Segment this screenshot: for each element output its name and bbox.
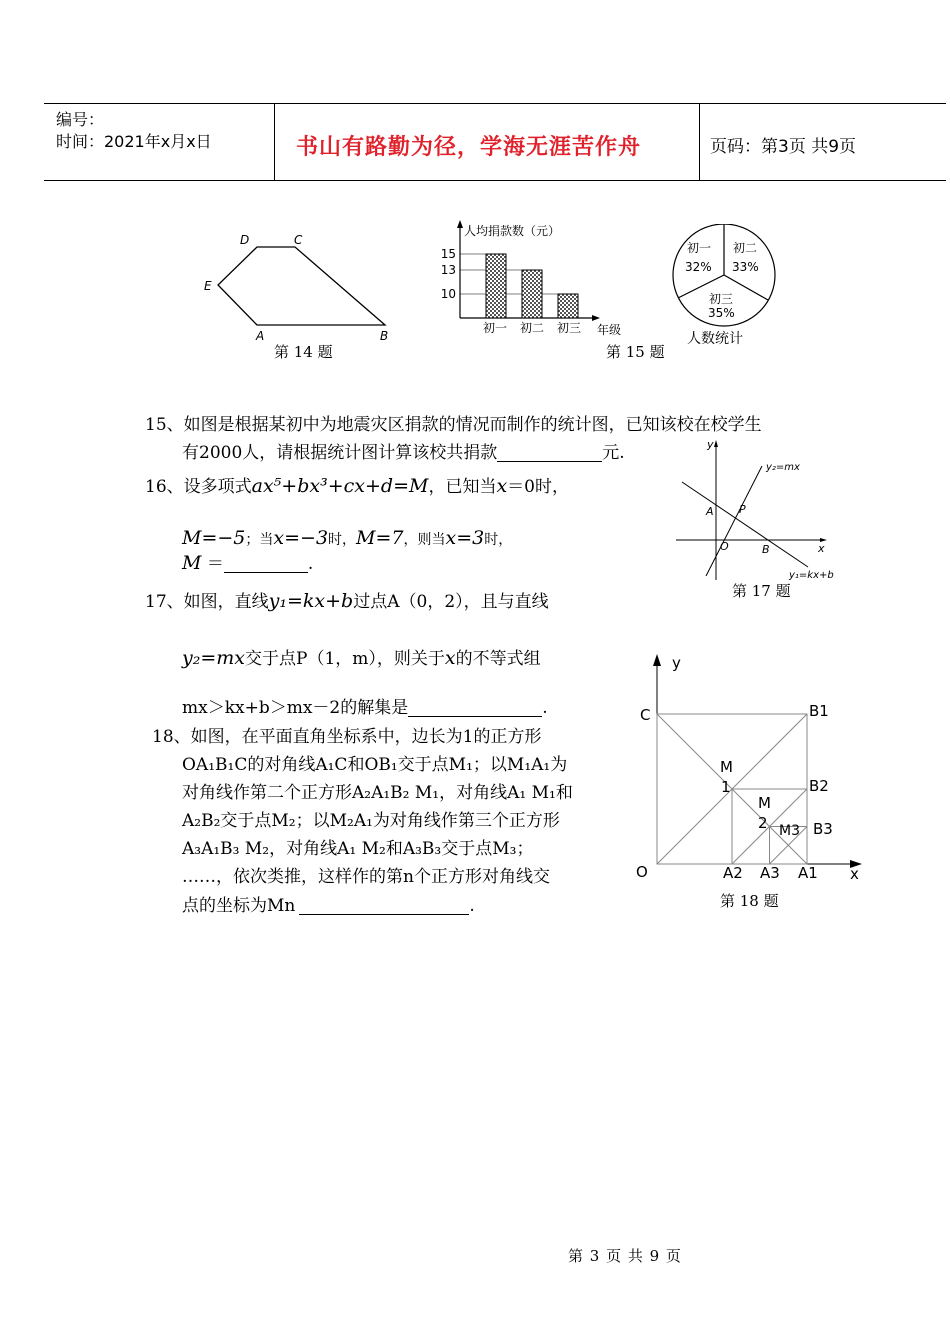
figure-17-caption: 第 17 题: [732, 582, 791, 600]
motto: 书山有路勤为径，学海无涯苦作舟: [296, 135, 642, 160]
label-d: D: [240, 233, 250, 247]
q17-line-y1: y₁=kx+b: [268, 590, 354, 612]
figure-18-caption: 第 18 题: [720, 892, 779, 910]
q16-line3: [182, 549, 313, 578]
q17-line3: [182, 694, 548, 722]
fig17-label-y2: y₂=mx: [766, 462, 800, 473]
serial-label: 编号：: [56, 110, 105, 129]
fig18-label-m1-sub: 1: [721, 778, 731, 796]
bar-y-tick-0: 15: [440, 247, 456, 261]
header-divider-1: [274, 103, 275, 181]
pie-title: 人数统计: [687, 331, 743, 347]
figure-15-caption: 第 15 题: [606, 343, 665, 361]
pie-percent-2: 35%: [708, 306, 735, 320]
pie-percent-0: 32%: [685, 260, 712, 274]
q16-x-neg3: x=−3: [273, 527, 329, 549]
q18-line5: A₃A₁B₃ M₂，对角线A₁ M₂和A₃B₃交于点M₃；: [182, 839, 534, 859]
fig18-label-o: O: [636, 863, 648, 881]
q17-line1: [145, 587, 549, 616]
fig18-label-a2: A2: [723, 864, 743, 882]
pie-percent-1: 33%: [732, 260, 759, 274]
fig18-label-m2-sub: 2: [758, 814, 768, 832]
fig17-y-arrow: [714, 440, 718, 447]
q17-line-y2: y₂=mx: [182, 647, 246, 669]
q16-number: 16、设多项式: [145, 477, 252, 497]
label-b: B: [380, 329, 389, 343]
bar-category-1: 初二: [520, 321, 545, 335]
bar-x-label: 年级: [597, 323, 622, 337]
pie-label-0: 初一: [687, 241, 712, 255]
q17-period: .: [542, 698, 548, 718]
q16-m-ask: M: [182, 552, 202, 574]
q18-line4: A₂B₂交于点M₂；以M₂A₁为对角线作第三个正方形: [182, 811, 560, 831]
bar-0: [486, 254, 506, 318]
q18-answer-blank[interactable]: [299, 894, 469, 915]
fig18-y-arrow: [653, 654, 661, 666]
fig18-label-b1: B1: [809, 702, 829, 720]
q17-intersect: 交于点P（1，m），则关于: [245, 649, 445, 669]
q17-x: x: [444, 647, 456, 669]
q15-line2-end: 元.: [602, 443, 625, 463]
bar-y-tick-1: 13: [440, 263, 456, 277]
header-divider-2: [699, 103, 700, 181]
q17-pass: 过点A（0，2），且与直线: [353, 592, 549, 612]
label-a: A: [256, 329, 265, 343]
line-y1: [682, 482, 808, 567]
bar-chart-title: 人均捐款数（元）: [464, 224, 561, 238]
time-label: 时间：2021年x月x日: [56, 132, 212, 151]
pie-label-1: 初二: [733, 241, 758, 255]
fig18-label-m3: M3: [779, 823, 800, 839]
fig18-label-x: x: [850, 865, 859, 883]
fig17-label-a: A: [706, 505, 714, 518]
fig18-label-m2-letter: M: [758, 794, 771, 812]
header-bottom-rule: [44, 180, 946, 181]
q17-answer-blank[interactable]: [408, 696, 542, 717]
q16-x3: x=3: [445, 527, 485, 549]
fig18-label-a1: A1: [798, 864, 818, 882]
q18-line6: ……，依次类推，这样作的第n个正方形对角线交: [182, 867, 550, 887]
bar-y-tick-2: 10: [440, 287, 456, 301]
fig17-label-b: B: [762, 543, 770, 556]
q17-line2: [182, 644, 541, 673]
fig18-label-a3: A3: [760, 864, 780, 882]
q16-polynomial: ax⁵+bx³+cx+d=M: [251, 475, 429, 497]
bar-category-2: 初三: [557, 321, 582, 335]
q18-period: .: [469, 896, 475, 916]
fig18-label-b3: B3: [813, 820, 833, 838]
q16-equals: ＝: [201, 554, 224, 574]
fig17-label-y: y: [707, 438, 714, 451]
q15-answer-blank[interactable]: [497, 441, 602, 462]
q15-line2: [182, 439, 625, 467]
q16-x: x: [496, 475, 508, 497]
q15-line2-text: 有2000人，请根据统计图计算该校共捐款: [182, 443, 498, 463]
figure-18-squares: [630, 648, 870, 888]
fig17-label-x: x: [818, 542, 825, 555]
pentagon-shape: [218, 247, 385, 325]
fig18-label-y: y: [672, 654, 681, 672]
bar-2: [558, 294, 578, 318]
header-top-rule: [44, 103, 946, 104]
figure-15-pie-chart: [668, 224, 788, 352]
q16-m-neg5: M=−5: [182, 527, 246, 549]
bar-1: [522, 270, 542, 318]
fig18-label-c: C: [640, 706, 651, 724]
q16-answer-blank[interactable]: [224, 552, 308, 573]
q16-m7: M=7: [356, 527, 404, 549]
page-footer: 第 3 页 共 9 页: [568, 1247, 682, 1265]
bar-category-0: 初一: [483, 321, 508, 335]
bar-series: [460, 254, 578, 318]
q16-line1: [145, 472, 569, 501]
figure-14-caption: 第 14 题: [274, 343, 333, 361]
fig18-label-b2: B2: [809, 777, 829, 795]
page-info: 页码：第3页 共9页: [710, 137, 857, 157]
q18-line2: OA₁B₁C的对角线A₁C和OB₁交于点M₁；以M₁A₁为: [182, 755, 568, 775]
q17-number: 17、如图，直线: [145, 592, 269, 612]
q18-line7-text: 点的坐标为Mn: [182, 896, 296, 916]
fig17-label-o: O: [720, 540, 729, 553]
figure-17-graph: [676, 436, 846, 584]
fig17-label-y1: y₁=kx+b: [789, 570, 834, 581]
fig18-label-m1-letter: M: [720, 758, 733, 776]
figure-14-pentagon: [195, 228, 405, 348]
q18-line3: 对角线作第二个正方形A₂A₁B₂ M₁，对角线A₁ M₁和: [182, 783, 573, 803]
q18-line7: [182, 892, 475, 920]
figure-15-bar-chart: [430, 218, 640, 343]
q16-then: ，则当: [403, 532, 446, 548]
q16-when2: ；当: [245, 532, 274, 548]
q18-line1: 18、如图，在平面直角坐标系中，边长为1的正方形: [152, 727, 542, 747]
q15-line1: 15、如图是根据某初中为地震灾区捐款的情况而制作的统计图，已知该校在校学生: [145, 415, 762, 435]
q17-ineq-tail: 的不等式组: [455, 649, 541, 669]
q16-time3: 时，: [484, 532, 513, 548]
q16-period: .: [307, 554, 314, 574]
page-header: [44, 103, 946, 181]
label-c: C: [294, 233, 303, 247]
bar-x-arrow: [592, 315, 600, 321]
fig17-label-p: P: [739, 503, 746, 516]
q16-condition-value: ＝0时，: [507, 477, 569, 497]
line-y2: [706, 466, 762, 576]
bar-y-arrow: [457, 220, 463, 228]
q16-condition: ，已知当: [428, 477, 497, 497]
q16-time2: 时，: [328, 532, 357, 548]
q17-inequality: mx＞kx+b＞mx－2的解集是: [182, 698, 409, 718]
pie-label-2: 初三: [709, 292, 734, 306]
label-e: E: [204, 279, 212, 293]
